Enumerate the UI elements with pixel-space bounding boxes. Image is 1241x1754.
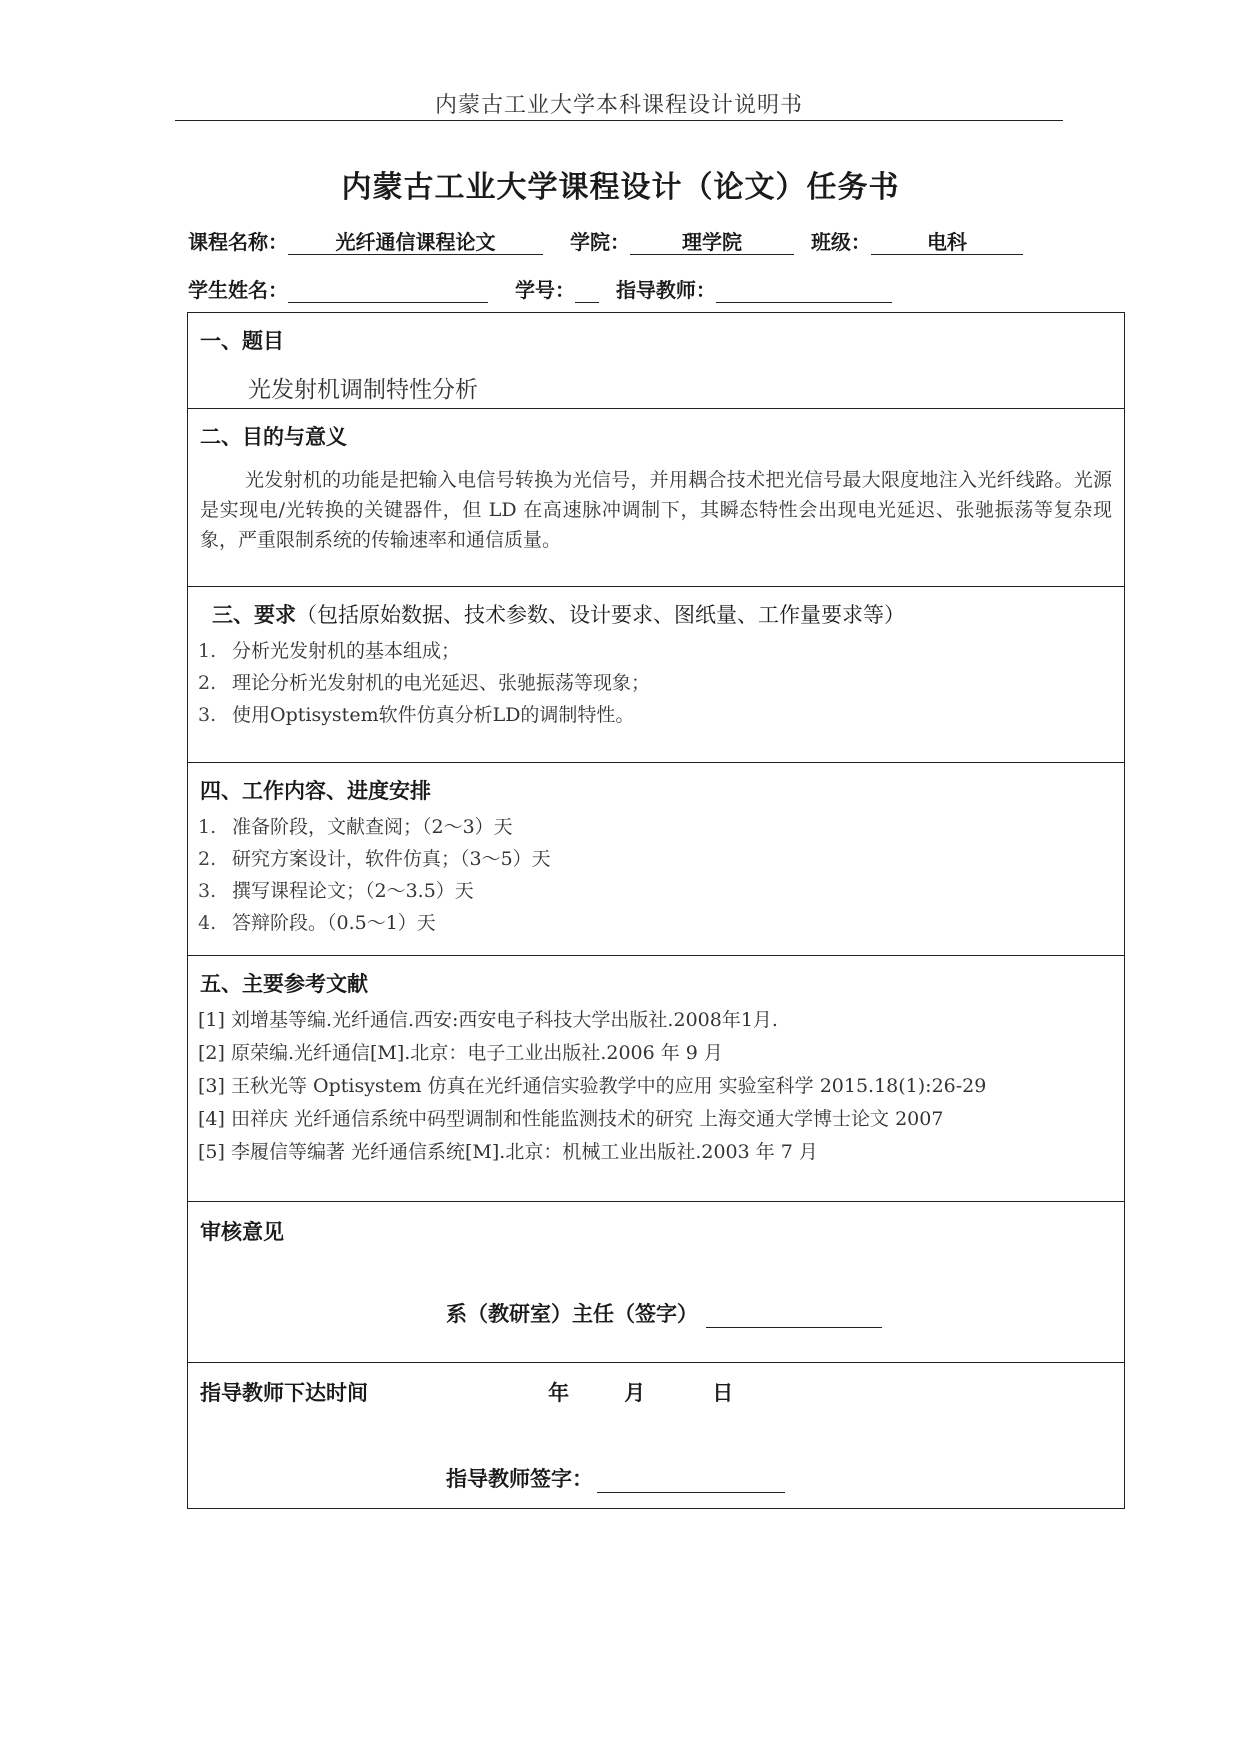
list-item: [5] 李履信等编著 光纤通信系统[M].北京：机械工业出版社.2003 年 7 月 xyxy=(198,1141,818,1163)
item-text: 答辩阶段。（0.5～1）天 xyxy=(232,912,436,934)
list-item xyxy=(198,811,1124,843)
item-text: 分析光发射机的基本组成； xyxy=(232,640,461,662)
requirements-list xyxy=(198,635,1124,731)
purpose-text: 光发射机的功能是把输入电信号转换为光信号，并用耦合技术把光信号最大限度地注入光纤线路。光源是实现电/光转换的关键器件，但 LD 在高速脉冲调制下，其瞬态特性会出现电光延迟、张驰振荡等复杂现象，严重限制系统的传输速率和通信质量。 xyxy=(200,469,1112,551)
issue-heading: 指导教师下达时间 xyxy=(200,1381,368,1405)
references-heading: 五、主要参考文献 xyxy=(200,972,368,996)
schedule-list xyxy=(198,811,1124,939)
review-sign-label: 系（教研室）主任（签字） xyxy=(446,1302,698,1326)
student-name-label: 学生姓名： xyxy=(188,278,288,302)
student-id-label: 学号： xyxy=(514,278,575,302)
item-text: 准备阶段，文献查阅；（2～3）天 xyxy=(232,816,513,838)
issue-day-label: 日 xyxy=(712,1381,734,1405)
references-list xyxy=(198,1004,1124,1169)
review-signature-field[interactable] xyxy=(706,1303,882,1328)
running-head: 内蒙古工业大学本科课程设计说明书 xyxy=(434,93,803,118)
review-heading: 审核意见 xyxy=(200,1220,284,1244)
schedule-heading: 四、工作内容、进度安排 xyxy=(200,779,431,803)
course-field[interactable]: 光纤通信课程论文 xyxy=(288,230,543,255)
review-cell xyxy=(188,1202,1125,1363)
item-number: 3. xyxy=(198,704,217,726)
requirements-heading xyxy=(212,599,1124,629)
issue-month-label: 月 xyxy=(624,1381,646,1405)
info-row-course xyxy=(188,226,1023,255)
college-label: 学院： xyxy=(569,230,630,254)
review-sign-row xyxy=(446,1298,1124,1328)
college-field[interactable]: 理学院 xyxy=(630,230,794,255)
list-item: [2] 原荣编.光纤通信[M].北京：电子工业出版社.2006 年 9 月 xyxy=(198,1042,723,1064)
advisor-field[interactable] xyxy=(716,278,892,303)
item-number: 1. xyxy=(198,640,217,662)
list-item xyxy=(198,843,1124,875)
course-label: 课程名称： xyxy=(188,230,288,254)
topic-cell xyxy=(188,313,1125,409)
list-item xyxy=(198,667,1124,699)
issue-year-label: 年 xyxy=(548,1381,570,1405)
item-text: 使用Optisystem软件仿真分析LD的调制特性。 xyxy=(232,704,635,726)
requirements-cell xyxy=(188,587,1125,763)
student-name-field[interactable] xyxy=(288,278,488,303)
item-number: 1. xyxy=(198,816,217,838)
class-label: 班级： xyxy=(810,230,871,254)
topic-text: 光发射机调制特性分析 xyxy=(248,377,478,403)
list-item: [3] 王秋光等 Optisystem 仿真在光纤通信实验教学中的应用 实验室科学 2015.18(1):26-29 xyxy=(198,1075,987,1097)
item-number: 2. xyxy=(198,848,217,870)
item-number: 4. xyxy=(198,912,217,934)
requirements-heading-note: （包括原始数据、技术参数、设计要求、图纸量、工作量要求等） xyxy=(296,603,905,627)
list-item xyxy=(198,875,1124,907)
item-number: 2. xyxy=(198,672,217,694)
student-id-field[interactable] xyxy=(575,278,599,303)
advisor-signature-field[interactable] xyxy=(597,1468,785,1493)
item-text: 理论分析光发射机的电光延迟、张驰振荡等现象； xyxy=(232,672,651,694)
document-title: 内蒙古工业大学课程设计（论文）任务书 xyxy=(341,170,900,205)
schedule-cell xyxy=(188,763,1125,956)
references-cell xyxy=(188,956,1125,1202)
list-item: [4] 田祥庆 光纤通信系统中码型调制和性能监测技术的研究 上海交通大学博士论文 2007 xyxy=(198,1108,944,1130)
class-field[interactable]: 电科 xyxy=(871,230,1023,255)
advisor-label: 指导教师： xyxy=(615,278,716,302)
info-row-student xyxy=(188,274,892,303)
issue-date-row xyxy=(200,1377,1124,1407)
advisor-sign-row xyxy=(446,1463,1124,1493)
issue-cell xyxy=(188,1363,1125,1509)
list-item xyxy=(198,907,1124,939)
requirements-heading-title: 三、要求 xyxy=(212,603,296,627)
advisor-sign-label: 指导教师签字： xyxy=(446,1467,593,1491)
item-number: 3. xyxy=(198,880,217,902)
header-rule xyxy=(175,120,1063,121)
purpose-cell xyxy=(188,409,1125,587)
list-item xyxy=(198,635,1124,667)
purpose-heading: 二、目的与意义 xyxy=(200,425,347,449)
topic-heading: 一、题目 xyxy=(200,329,284,353)
list-item: [1] 刘增基等编.光纤通信.西安:西安电子科技大学出版社.2008年1月. xyxy=(198,1009,778,1031)
list-item xyxy=(198,699,1124,731)
item-text: 撰写课程论文；（2～3.5）天 xyxy=(232,880,474,902)
item-text: 研究方案设计，软件仿真；（3～5）天 xyxy=(232,848,551,870)
task-form-table xyxy=(187,312,1125,1509)
